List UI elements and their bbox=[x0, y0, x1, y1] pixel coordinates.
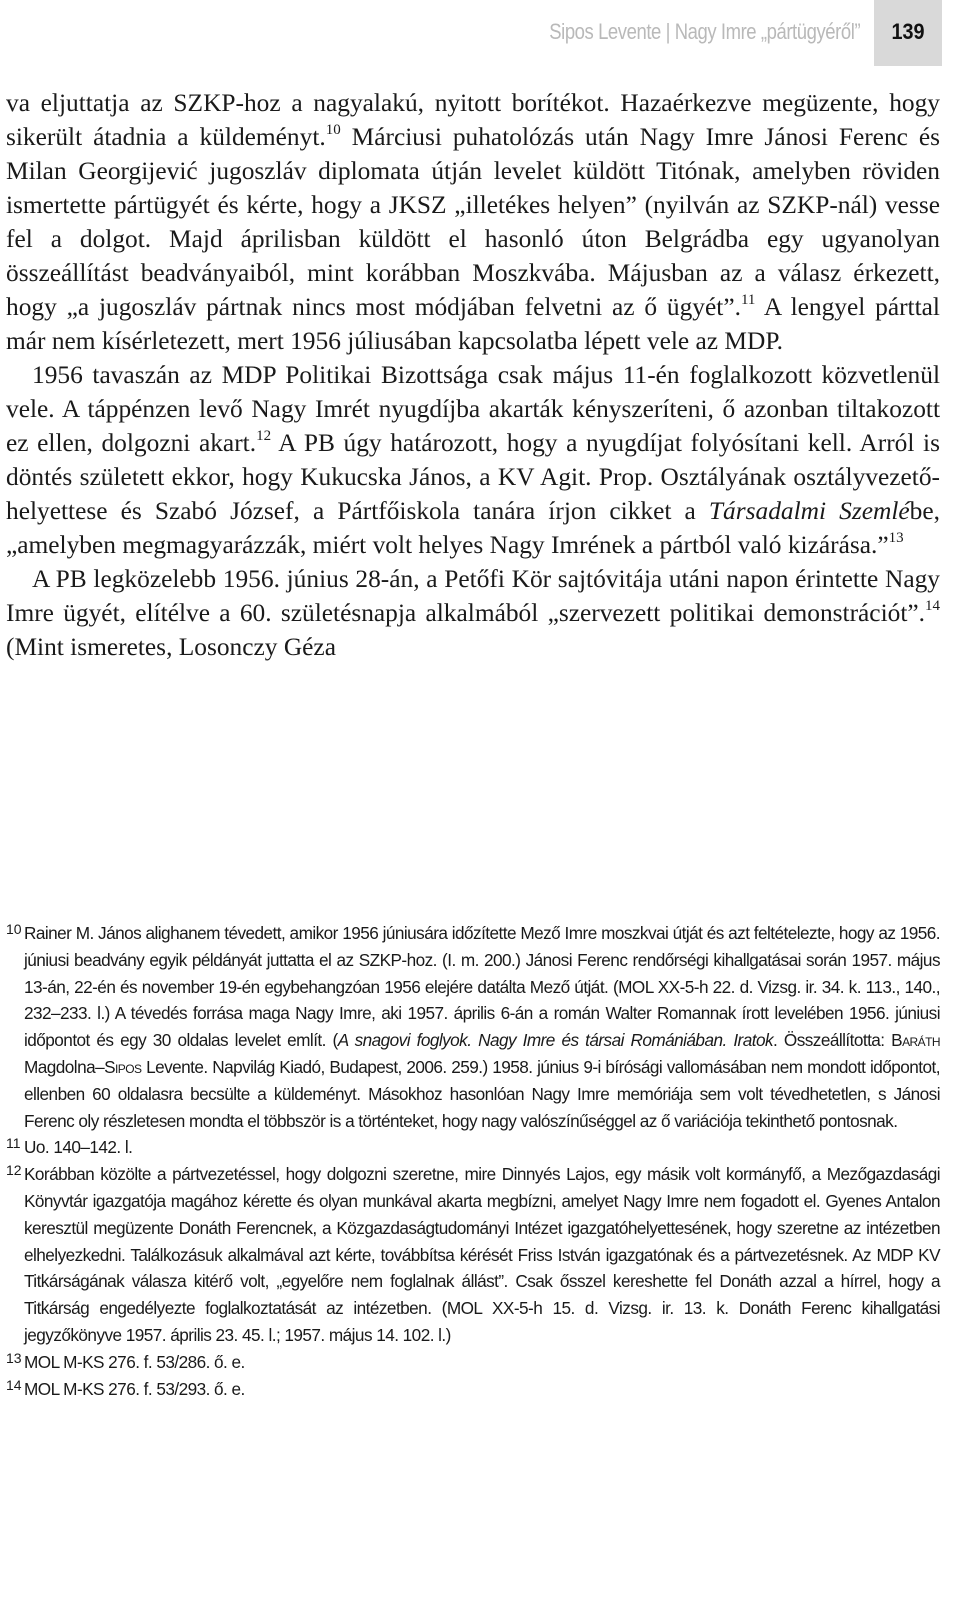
author-name-smallcaps: Sipos bbox=[104, 1056, 142, 1077]
footnotes bbox=[6, 920, 940, 1402]
footnote-text: Rainer M. János alighanem tévedett, amikor 1956 júniusára időzítette Mező Imre moszkvai útját és azt feltételezte, hogy az 1956. júniusi beadvány egyik példányát juttatta el az SZKP-hoz. (I. m. 200.) Jánosi Ferenc rendőrségi kihallgatásai során 1957. május 13-án, 22-én és november 19-én egybehangzóan 1956 elejére datálta Mező útját. (MOL XX-5-h 22. d. Vizsg. ir. 34. k. 113., 140., 232–233. l.) A tévedés forrása maga Nagy Imre, aki 1957. április 6-án a román Walter Romannak írott levelében 1956. júniusi időpontot és egy 30 oldalas levelet említ. ( bbox=[24, 923, 940, 1051]
text-run: A PB úgy határozott, hogy a nyugdíjat folyósítani kell. Arról is döntés született ekkor, hogy Kukucska János, a KV Agit. Prop. Osztályának osztályvezető-helyettese és Szabó József, a Pártfőiskola tanára írjon cikket a bbox=[6, 429, 940, 525]
page-number-box bbox=[874, 0, 942, 66]
author-name-smallcaps: Baráth bbox=[891, 1030, 941, 1051]
footnote-12 bbox=[6, 1161, 940, 1349]
footnote-13 bbox=[6, 1349, 940, 1376]
footnote-ref-13: 13 bbox=[888, 529, 904, 546]
footnote-14 bbox=[6, 1376, 940, 1403]
paragraph-2 bbox=[6, 358, 940, 562]
footnote-ref-12: 12 bbox=[256, 427, 272, 444]
footnote-italic: A snagovi foglyok. Nagy Imre és társai Romániában. Iratok bbox=[337, 1030, 774, 1051]
footnote-number: 13 bbox=[6, 1349, 22, 1366]
footnote-text: MOL M-KS 276. f. 53/293. ő. e. bbox=[24, 1378, 245, 1399]
text-run: Márciusi puhatolózás után Nagy Imre Jánosi Ferenc és Milan Georgijević jugoszláv diplomata útján levelet küldött Titónak, amelyben röviden ismertette pártügyét és kérte, hogy a JKSZ „illetékes helyen” (nyilván az SZKP-nál) vesse fel a dolgot. Majd áprilisban küldött el hasonló úton Belgrádba egy ugyanolyan összeállítást beadványaiból, mint korábban Moszkvába. Májusban az a válasz érkezett, hogy „a jugoszláv pártnak nincs most módjában felvetni az ő ügyét”. bbox=[6, 123, 940, 321]
paragraph-1 bbox=[6, 86, 940, 358]
text-run: (Mint ismeretes, Losonczy Géza bbox=[6, 633, 336, 661]
footnote-text: Magdolna– bbox=[24, 1056, 105, 1077]
footnote-10 bbox=[6, 920, 940, 1134]
text-run: be, „amelyben megmagyarázzák, miért volt helyes Nagy Imrének a pártból való kizárása.” bbox=[6, 497, 940, 559]
footnote-ref-10: 10 bbox=[325, 121, 341, 138]
main-text bbox=[6, 86, 940, 664]
footnote-text: Levente. Napvilág Kiadó, Budapest, 2006. 259.) 1958. június 9-i bírósági vallomásában nem mondott időpontot, ellenben 60 oldalasra becsülte a küldeményt. Másokhoz hasonlóan Nagy Imre memóriája sem volt tévedhetetlen, s Jánosi Ferenc oly részletesen mondta el többször is a történteket, hogy nagy valószínűséggel az ő variációja tekinthető pontosnak. bbox=[24, 1056, 940, 1131]
footnote-ref-11: 11 bbox=[740, 291, 756, 308]
footnote-number: 14 bbox=[6, 1376, 22, 1393]
page-number: 139 bbox=[891, 19, 925, 44]
footnote-number: 10 bbox=[6, 921, 22, 937]
text-run: va eljuttatja az SZKP-hoz a nagyalakú, nyitott borítékot. Hazaérkezve megüzente, hogy sikerült átadnia a küldeményt. bbox=[6, 89, 940, 151]
footnote-11 bbox=[6, 1134, 940, 1161]
footnote-number: 11 bbox=[6, 1135, 21, 1152]
text-run: A lengyel párttal már nem kísérletezett, mert 1956 júliusában kapcsolatba lépett vele az MDP. bbox=[6, 293, 940, 355]
footnote-text: MOL M-KS 276. f. 53/286. ő. e. bbox=[24, 1351, 245, 1372]
text-run: A PB legközelebb 1956. június 28-án, a Petőfi Kör sajtóvitája utáni napon érintette Nagy Imre ügyét, elítélve a 60. születésnapja alkalmából „szervezett politikai demonstrációt”. bbox=[6, 565, 940, 627]
paragraph-3 bbox=[6, 562, 940, 664]
footnote-text: Uo. 140–142. l. bbox=[24, 1137, 133, 1158]
running-head: Sipos Levente | Nagy Imre „pártügyéről” bbox=[549, 19, 860, 44]
text-run: 1956 tavaszán az MDP Politikai Bizottsága csak május 11-én foglalkozott közvetlenül vele. A táppénzen levő Nagy Imrét nyugdíjba akarták kényszeríteni, ő azonban tiltakozott ez ellen, dolgozni akart. bbox=[6, 361, 940, 457]
footnote-text: . Összeállította: bbox=[773, 1030, 892, 1051]
footnote-number: 12 bbox=[6, 1162, 22, 1179]
footnote-text: Korábban közölte a pártvezetéssel, hogy dolgozni szeretne, mire Dinnyés Lajos, egy másik volt kormányfő, a Mezőgazdasági Könyvtár igazgatója magához kérette és olyan munkával akarta megbízni, amelyet Nagy Imre nem fogadott el. Gyenes Antalon keresztül megüzente Donáth Ferencnek, a Közgazdaságtudományi Intézet igazgatóhelyettesének, hogy szeretne az intézetben elhelyezkedni. Találkozásuk alkalmával azt kérte, továbbítsa kérését Friss István igazgatónak és a pártvezetésnek. Az MDP KV Titkárságának válasza kitérő volt, „egyelőre nem foglalnak állást”. Csak ősszel kereshette fel Donáth azzal a hírrel, hogy a Titkárság engedélyezte foglalkoztatását az intézetben. (MOL XX-5-h 15. d. Vizsg. ir. 13. k. Donáth Ferenc kihallgatási jegyzőkönyve 1957. április 23. 45. l.; 1957. május 14. 102. l.) bbox=[24, 1164, 940, 1345]
footnote-ref-14: 14 bbox=[925, 597, 940, 614]
page-header bbox=[0, 0, 960, 72]
italic-title: Társadalmi Szemlé bbox=[708, 497, 910, 525]
